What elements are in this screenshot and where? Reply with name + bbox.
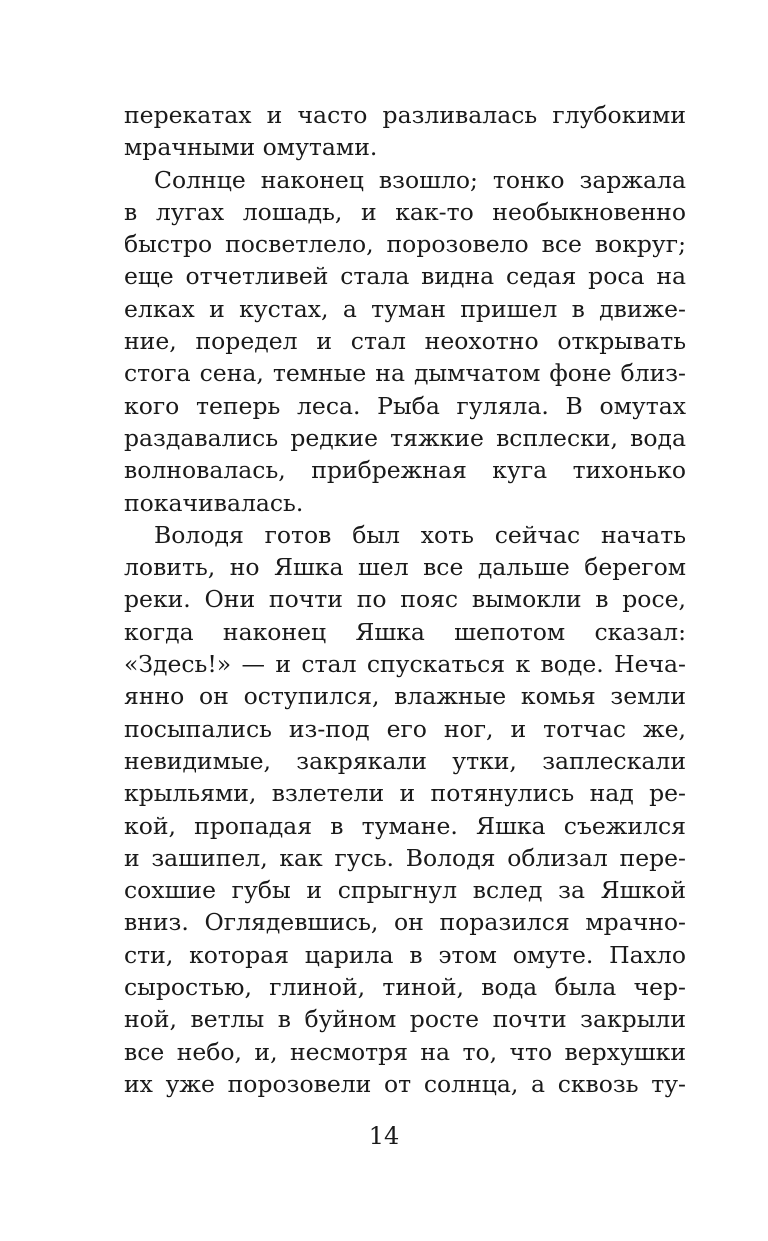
text-line: все небо, и, несмотря на то, что верхушки [124,1037,686,1066]
text-line: невидимые, закрякали утки, заплескали [124,746,686,775]
page-number: 14 [368,1122,400,1150]
text-line: стога сена, темные на дымчатом фоне близ- [124,359,686,388]
text-line: «Здесь!» — и стал спускаться к воде. Неча- [124,650,686,679]
text-line: их уже порозовели от солнца, а сквозь ту- [124,1069,686,1098]
text-line: сти, которая царила в этом омуте. Пахло [124,940,686,969]
text-line: янно он оступился, влажные комья земли [124,682,686,711]
text-line: ной, ветлы в буйном росте почти закрыли [124,1005,686,1034]
text-line: Володя готов был хоть сейчас начать [154,520,686,549]
text-line: мрачными омутами. [124,133,378,162]
text-line: раздавались редкие тяжкие всплески, вода [124,423,686,452]
text-line: посыпались из-под его ног, и тотчас же, [124,714,686,743]
body-text [124,99,686,1100]
text-line: ловить, но Яшка шел все дальше берегом [124,553,686,582]
text-line: кой, пропадая в тумане. Яшка съежился [124,811,686,840]
text-line: когда наконец Яшка шепотом сказал: [124,617,686,646]
text-line: покачивалась. [124,488,304,517]
text-line: вниз. Оглядевшись, он поразился мрачно- [124,908,686,937]
text-line: и зашипел, как гусь. Володя облизал пере- [124,843,686,872]
text-line: реки. Они почти по пояс вымокли в росе, [124,585,686,614]
text-line: сыростью, глиной, тиной, вода была чер- [124,973,686,1002]
text-line: крыльями, взлетели и потянулись над ре- [124,779,686,808]
text-line: быстро посветлело, порозовело все вокруг; [124,230,686,259]
text-line: ние, поредел и стал неохотно открывать [124,327,686,356]
text-line: в лугах лошадь, и как-то необыкновенно [124,197,686,226]
text-line: елках и кустах, а туман пришел в движе- [124,294,686,323]
text-line: перекатах и часто разливалась глубокими [124,101,686,129]
text-line: сохшие губы и спрыгнул вслед за Яшкой [124,876,686,905]
text-line: еще отчетливей стала видна седая роса на [124,262,686,291]
text-line: волновалась, прибрежная куга тихонько [124,456,686,485]
text-line: Солнце наконец взошло; тонко заржала [154,165,686,194]
text-line: кого теперь леса. Рыба гуляла. В омутах [124,391,686,420]
